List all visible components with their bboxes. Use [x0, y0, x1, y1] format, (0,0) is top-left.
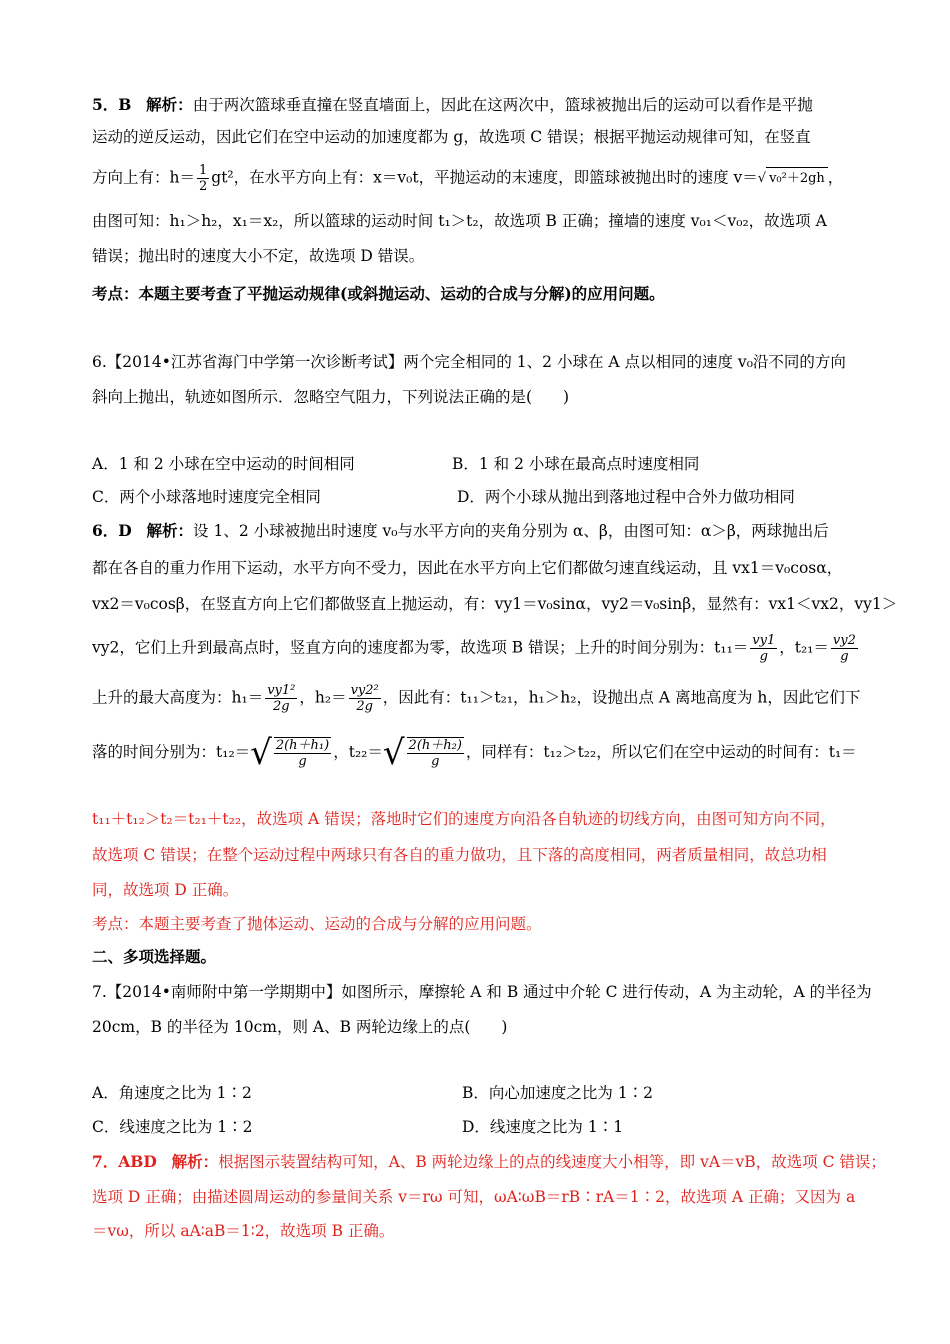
- fraction-denominator: 2g: [272, 699, 290, 714]
- q6-t21-fraction: [831, 633, 858, 664]
- q6-answer-line-2: 都在各自的重力作用下运动，水平方向不受力，因此在水平方向上它们都做匀速直线运动，且 vx1＝v₀cosα，: [92, 559, 843, 577]
- q6-answer-line-3: vx2＝v₀cosβ，在竖直方向上它们都做竖直上抛运动，有：vy1＝v₀sinα，vy2＝v₀sinβ，显然有：vx1＜vx2，vy1＞: [92, 595, 898, 613]
- q7-option-b: B．向心加速度之比为 1∶2: [462, 1084, 654, 1102]
- q6-h1-fraction: [265, 683, 297, 714]
- q7-answer-line-3: ＝vω，所以 aA∶aB＝1∶2，故选项 B 正确。: [92, 1222, 395, 1240]
- q6-line5-text-a: 上升的最大高度为：h₁＝: [92, 688, 264, 707]
- q5-answer-line-1: [92, 94, 860, 116]
- q5-answer-number: 5．B: [92, 95, 132, 114]
- q5-analysis-tag: 解析：: [146, 95, 193, 114]
- q5-kaodian-line: [92, 283, 860, 305]
- section-heading: 二、多项选择题。: [92, 947, 217, 966]
- q6-line6-text-c: ，同样有：t₁₂＞t₂₂，所以它们在空中运动的时间有：t₁＝: [465, 743, 857, 761]
- q7-answer-number: 7．ABD: [92, 1152, 157, 1171]
- q6-stem-line-1: 6.【2014•江苏省海门中学第一次诊断考试】两个完全相同的 1、2 小球在 A 点以相同的速度 v₀沿不同的方向: [92, 353, 846, 371]
- q6-answer-line-4: [92, 633, 860, 664]
- q6-red-line-2: 故选项 C 错误；在整个运动过程中两球只有各自的重力做功，且下落的高度相同，两者质量相同，故总功相: [92, 846, 827, 864]
- q6-red-line-1: t₁₁＋t₁₂＞t₂＝t₂₁＋t₂₂，故选项 A 错误；落地时它们的速度方向沿各自轨迹的切线方向，由图可知方向不同，: [92, 810, 836, 828]
- q6-line5-text-c: ，因此有：t₁₁＞t₂₁，h₁＞h₂，设抛出点 A 离地高度为 h，因此它们下: [382, 688, 861, 707]
- q5-answer-line-3: [92, 163, 860, 194]
- q7-option-a: A．角速度之比为 1∶2: [92, 1084, 252, 1102]
- q6-answer-line-6: [92, 733, 860, 773]
- q5-analysis-text: 由于两次篮球垂直撞在竖直墙面上，因此在这两次中，篮球被抛出后的运动可以看作是平抛: [192, 96, 813, 114]
- q7-stem-line-1: 7.【2014•南师附中第一学期期中】如图所示，摩擦轮 A 和 B 通过中介轮 C 进行传动，A 为主动轮，A 的半径为: [92, 983, 872, 1001]
- q6-analysis-text: 设 1、2 小球被抛出时速度 v₀与水平方向的夹角分别为 α、β，由图可知：α＞β，两球抛出后: [193, 522, 829, 540]
- fraction-numerator: vy2: [832, 633, 856, 648]
- q7-analysis-text: 根据图示装置结构可知，A、B 两轮边缘上的点的线速度大小相等，即 vA＝vB，故选项 C 错误；: [218, 1153, 886, 1171]
- q5-line3-text-a: 方向上有：h＝: [92, 168, 195, 187]
- sqrt-denominator: g: [298, 754, 307, 769]
- q6-option-c: C．两个小球落地时速度完全相同: [92, 488, 321, 506]
- q6-line6-text-a: 落的时间分别为：t₁₂＝: [92, 743, 251, 761]
- fraction-denominator: 2: [198, 179, 208, 194]
- q6-h2-fraction: [349, 683, 381, 714]
- q6-option-a: A．1 和 2 小球在空中运动的时间相同: [92, 455, 355, 473]
- q5-answer-line-2: 运动的逆反运动，因此它们在空中运动的加速度都为 g，故选项 C 错误；根据平抛运动规律可知，在竖直: [92, 128, 811, 146]
- sqrt-numerator: 2(h＋h₂): [408, 738, 462, 753]
- fraction-denominator: g: [759, 649, 768, 664]
- q7-answer-line-1: [92, 1151, 886, 1173]
- q6-kaodian-line: 考点：本题主要考查了抛体运动、运动的合成与分解的应用问题。: [92, 915, 542, 933]
- q6-line6-text-b: ，t₂₂＝: [333, 743, 383, 761]
- q6-answer-line-1: [92, 520, 860, 542]
- sqrt-numerator: 2(h＋h₁): [275, 738, 330, 753]
- q6-option-d: D．两个小球从抛出到落地过程中合外力做功相同: [457, 488, 795, 506]
- q5-kaodian-text: 本题主要考查了平抛运动规律(或斜抛运动、运动的合成与分解)的应用问题。: [138, 284, 665, 303]
- fraction-numerator: vy1²: [267, 683, 296, 698]
- q6-line4-text-a: vy2，它们上升到最高点时，竖直方向的速度都为零，故选项 B 错误；上升的时间分别为：t₁₁＝: [92, 638, 749, 657]
- q6-t11-fraction: [750, 633, 777, 664]
- q6-t22-sqrt: √ $\frac{\text{2(h＋h₂)}}{g}$: [382, 733, 462, 773]
- sqrt-denominator: g: [431, 754, 440, 769]
- q5-half-fraction: [197, 163, 209, 194]
- q7-option-d: D．线速度之比为 1∶1: [462, 1118, 624, 1136]
- q6-answer-number: 6．D: [92, 521, 132, 540]
- q7-option-c: C．线速度之比为 1∶2: [92, 1118, 253, 1136]
- q6-stem-line-2: 斜向上抛出，轨迹如图所示．忽略空气阻力，下列说法正确的是( ): [92, 388, 570, 406]
- q6-answer-line-5: [92, 683, 860, 714]
- q5-line3-text-b: gt²，在水平方向上有：x＝v₀t，平抛运动的末速度，即篮球被抛出时的速度 v＝: [211, 168, 758, 187]
- q5-velocity-sqrt: √ v₀²＋2gh: [758, 167, 828, 190]
- q6-red-line-3: 同，故选项 D 正确。: [92, 881, 239, 899]
- q6-option-b: B．1 和 2 小球在最高点时速度相同: [452, 455, 700, 473]
- q5-answer-line-4: 由图可知：h₁＞h₂，x₁＝x₂，所以篮球的运动时间 t₁＞t₂，故选项 B 正确；撞墙的速度 v₀₁＜v₀₂，故选项 A: [92, 212, 827, 230]
- q5-answer-line-5: 错误；抛出时的速度大小不定，故选项 D 错误。: [92, 247, 425, 265]
- fraction-numerator: vy2²: [350, 683, 379, 698]
- fraction-denominator: 2g: [356, 699, 373, 714]
- q6-analysis-tag: 解析：: [146, 521, 194, 540]
- sqrt-radicand: v₀²＋2gh: [766, 167, 828, 190]
- fraction-numerator: vy1: [752, 633, 776, 648]
- q7-stem-line-2: 20cm，B 的半径为 10cm，则 A、B 两轮边缘上的点( ): [92, 1018, 508, 1036]
- q6-line4-text-b: ，t₂₁＝: [779, 638, 829, 657]
- q6-line5-text-b: ，h₂＝: [299, 688, 347, 707]
- q6-t12-sqrt: √ $\frac{\text{2(h＋h₁)}}{g}$: [250, 733, 330, 773]
- fraction-numerator: 1: [198, 163, 208, 178]
- q7-answer-line-2: 选项 D 正确；由描述圆周运动的参量间关系 v＝rω 可知，ωA∶ωB＝rB∶rA＝1∶2，故选项 A 正确；又因为 a: [92, 1188, 856, 1206]
- q7-analysis-tag: 解析：: [171, 1152, 219, 1171]
- q5-kaodian-tag: 考点：: [92, 284, 139, 303]
- fraction-denominator: g: [840, 649, 849, 664]
- q5-line3-text-c: ，: [827, 168, 844, 187]
